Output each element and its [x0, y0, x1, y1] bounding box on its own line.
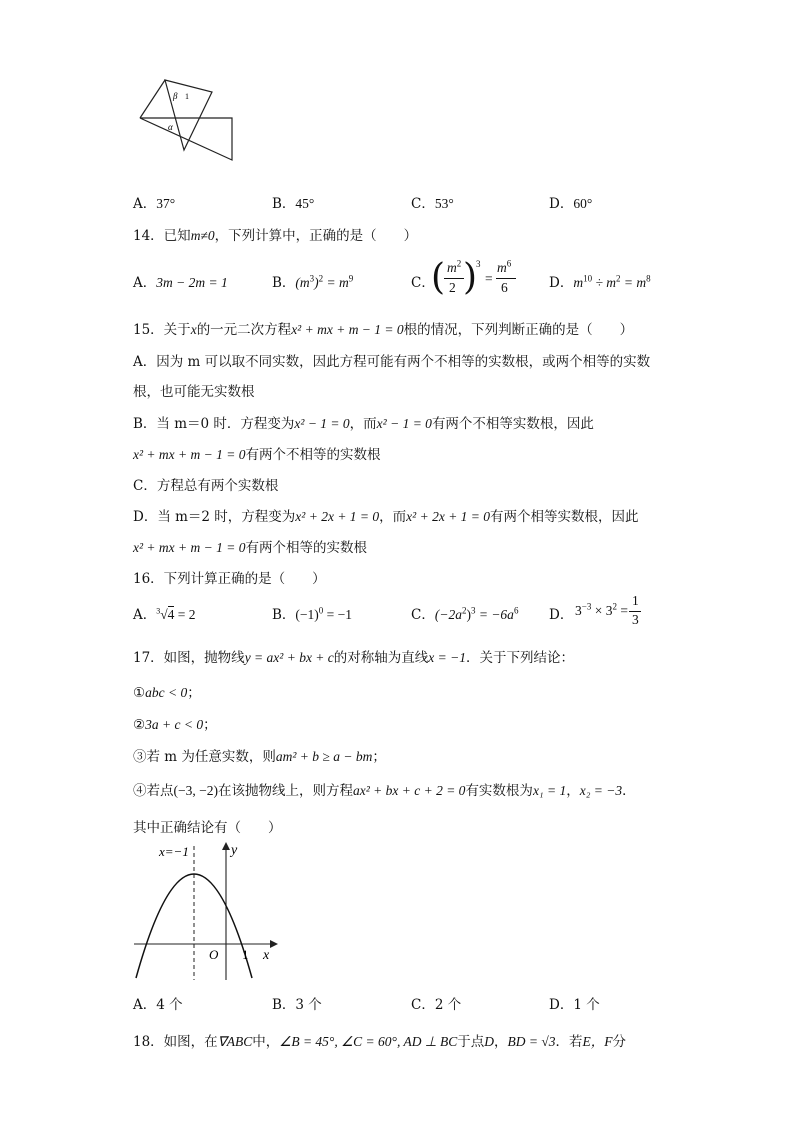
q14-c-rnum-base: m: [497, 260, 507, 275]
q14-c-rparen: ): [463, 257, 478, 298]
q16-a-radical: √: [160, 607, 168, 622]
q17-c1-expr: abc < 0: [145, 685, 188, 700]
q14-d-letter: D．: [549, 275, 574, 291]
q17-c4-end: ．: [622, 783, 636, 799]
q16-d-expr: 3: [575, 603, 582, 618]
q15-eq: x² + mx + m − 1 = 0: [291, 322, 404, 337]
q14-d-a: m: [573, 275, 584, 290]
q14-tail: ，下列计算中，正确的是（ ）: [214, 228, 418, 244]
q14-a-expr: 3m − 2m = 1: [156, 275, 228, 290]
q13-figure: [132, 70, 242, 165]
q18-tri: ∇ABC: [217, 1034, 253, 1049]
q17-c2-mark: ②: [133, 717, 146, 733]
q16-option-c[interactable]: [411, 603, 518, 623]
q17-conclusion-3: [133, 745, 386, 765]
q14-c-lparen: (: [431, 257, 446, 298]
q14-d-e3: 8: [646, 273, 651, 284]
q13-label-beta: β: [173, 91, 178, 101]
q15-b1-eq2: x² − 1 = 0: [376, 416, 432, 431]
q16-b-exp: 0: [318, 605, 324, 616]
q14-c-eq: =: [485, 271, 493, 286]
q14-option-a[interactable]: [133, 271, 228, 291]
q18-pre: 18．如图，在: [133, 1034, 218, 1050]
q15-d2-post: 有两个相等的实数根: [245, 540, 367, 556]
q17-option-a-letter: A．: [133, 997, 157, 1013]
q13-option-d-text: 60°: [573, 196, 593, 211]
q18-post: ．若: [555, 1034, 583, 1050]
q17-c4-mid2: 有实数根为: [465, 783, 533, 799]
q16-option-b[interactable]: [272, 603, 352, 623]
q17-stem-axis: x = −1: [428, 650, 467, 665]
q18-stem: [133, 1030, 626, 1050]
q14-num: 14．已知: [133, 228, 191, 244]
q18-bd: BD = √3: [507, 1034, 556, 1049]
q14-c-num-exp: 2: [456, 258, 462, 269]
q15-option-c[interactable]: C．方程总有两个实数根: [133, 478, 279, 494]
q13-option-b-letter: B．: [272, 196, 296, 212]
q14-c-rden: 6: [501, 280, 508, 295]
q17-c4-sep: ，: [566, 783, 580, 799]
q13-option-d[interactable]: [549, 192, 592, 212]
q14-c-num-base: m: [447, 260, 457, 275]
q16-a-rad: 4: [167, 607, 175, 622]
q16-d-body: [575, 603, 628, 619]
q17-option-b[interactable]: [272, 993, 322, 1013]
q14-d-e2: 2: [616, 273, 621, 284]
q13-option-c[interactable]: [411, 192, 454, 212]
q15-d2-eq: x² + mx + m − 1 = 0: [133, 540, 246, 555]
q15-option-b-line1[interactable]: [133, 412, 594, 432]
q13-triangle-large: [140, 118, 232, 160]
q17-option-b-letter: B．: [272, 997, 296, 1013]
q16-c-exp2: 3: [470, 605, 476, 616]
q17-c4-mid: 在该抛物线上，则方程: [217, 783, 353, 799]
q15-stem: [133, 318, 633, 338]
q14-d-rhs: = m: [620, 275, 647, 290]
q17-label-axis: x=−1: [159, 844, 189, 859]
q17-which: 其中正确结论有（ ）: [133, 820, 282, 836]
q15-line1-post: 根的情况，下列判断正确的是（ ）: [403, 322, 634, 338]
q14-d-op: ÷ m: [592, 275, 616, 290]
q14-stem: [133, 224, 417, 244]
q17-label-y: y: [231, 843, 238, 858]
q14-b-rhs: = m: [323, 275, 349, 290]
q16-d-eq: =: [616, 603, 628, 618]
q17-c2-expr: 3a + c < 0: [145, 717, 204, 732]
q17-stem-mid: 的对称轴为直线: [333, 650, 429, 666]
q17-option-d-letter: D．: [549, 997, 574, 1013]
q15-option-a-line1[interactable]: A．因为 m 可以取不同实数，因此方程可能有两个不相等的实数根，或两个相等的实数: [133, 354, 651, 370]
q15-option-a-line2: 根，也可能无实数根: [133, 384, 255, 400]
q14-b-exp1: 3: [309, 273, 315, 284]
q13-option-b-text: 45°: [295, 196, 315, 211]
q18-mid: 中，: [252, 1034, 280, 1050]
q17-option-d[interactable]: [549, 993, 600, 1013]
q13-label-one: 1: [185, 92, 189, 101]
q16-c-exp3: 6: [513, 605, 519, 616]
q16-c-letter: C．: [411, 607, 435, 623]
q18-d: D: [484, 1034, 494, 1049]
q13-option-c-letter: C．: [411, 196, 435, 212]
q17-c4-eq: ax² + bx + c + 2 = 0: [352, 783, 466, 798]
q15-d1-post: 有两个相等实数根，因此: [490, 509, 639, 525]
q13-option-c-text: 53°: [434, 196, 454, 211]
q17-c2-end: ；: [203, 717, 217, 733]
q14-b-mid: ): [314, 275, 319, 290]
q15-option-b-line2: [133, 443, 380, 463]
q13-triangle-edge: [140, 80, 165, 118]
q18-comma: ，: [493, 1034, 508, 1050]
q17-stem-post: ．关于下列结论：: [466, 650, 575, 666]
q15-b1-pre: B．当 m＝0 时．方程变为: [133, 416, 295, 432]
q16-a-idx: 3: [156, 606, 161, 616]
q13-option-a-letter: A．: [133, 196, 157, 212]
q16-c-close: ): [466, 607, 471, 622]
q16-b-expr: (−1): [295, 607, 319, 622]
q16-d-num: 1: [632, 593, 639, 608]
q15-b1-post: 有两个不相等实数根，因此: [431, 416, 594, 432]
q17-conclusion-2: [133, 713, 217, 733]
q17-conclusion-4: [133, 779, 636, 799]
q16-a-letter: A．: [133, 607, 157, 623]
q18-end: 分: [612, 1034, 626, 1050]
q17-label-o: O: [209, 947, 219, 962]
q17-c4-r1: x₁ = 1: [532, 783, 567, 798]
q17-c4-pre: ④若点: [133, 783, 174, 799]
q17-option-c-letter: C．: [411, 997, 435, 1013]
q15-b2-post: 有两个不相等的实数根: [245, 447, 381, 463]
q17-c4-r2: x₂ = −3: [579, 783, 623, 798]
q16-stem: 16．下列计算正确的是（ ）: [133, 571, 326, 587]
q17-option-d-text: 1 个: [573, 997, 600, 1013]
q17-label-one: 1: [242, 947, 249, 962]
q15-b2-eq: x² + mx + m − 1 = 0: [133, 447, 246, 462]
q16-d-exp1: −3: [581, 601, 592, 612]
q16-b-rhs: = −1: [323, 607, 353, 622]
q16-c-exp1: 2: [461, 605, 467, 616]
q15-line1-pre: 15．关于: [133, 322, 191, 338]
q17-stem-eq: y = ax² + bx + c: [244, 650, 334, 665]
q17-c4-pt: (−3, −2): [173, 783, 218, 798]
q15-line1-mid: 的一元二次方程: [196, 322, 292, 338]
q17-option-a-text: 4 个: [156, 997, 183, 1013]
q16-d-mul: × 3: [591, 603, 613, 618]
q14-c-den: 2: [449, 280, 456, 295]
q14-c-letter: C．: [411, 275, 435, 291]
q16-b-letter: B．: [272, 607, 296, 623]
q17-graph: [130, 838, 280, 983]
q16-c-expr: (−2a: [434, 607, 462, 622]
q14-b-base: (m: [295, 275, 310, 290]
q15-d1-pre: D．当 m＝2 时，方程变为: [133, 509, 296, 525]
q17-stem-pre: 17．如图，抛物线: [133, 650, 245, 666]
q14-c-rnum: [497, 260, 511, 276]
q16-d-exp2: 2: [612, 601, 617, 612]
q17-c1-mark: ①: [133, 685, 146, 701]
q17-option-c[interactable]: [411, 993, 461, 1013]
q13-option-b[interactable]: [272, 192, 314, 212]
q15-option-d-line2: [133, 536, 367, 556]
q14-c-bar: [444, 278, 464, 279]
q14-cond: m≠0: [190, 228, 215, 243]
q15-d1-eq2: x² + 2x + 1 = 0: [406, 509, 491, 524]
q18-foot: 于点: [457, 1034, 485, 1050]
q17-c3-end: ；: [372, 749, 386, 765]
q18-angles: ∠B = 45°, ∠C = 60°, AD ⊥ BC: [279, 1034, 458, 1049]
q15-d1-eq1: x² + 2x + 1 = 0: [295, 509, 380, 524]
q15-b1-mid: ，而: [349, 416, 377, 432]
q15-x: x: [190, 322, 197, 337]
q17-c3-expr: am² + b ≥ a − bm: [275, 749, 373, 764]
q17-option-c-text: 2 个: [434, 997, 462, 1013]
q15-d1-mid: ，而: [379, 509, 407, 525]
q16-c-rhs: = −6a: [475, 607, 514, 622]
q17-option-a[interactable]: [133, 993, 183, 1013]
q13-option-d-letter: D．: [549, 196, 574, 212]
q14-b-letter: B．: [272, 275, 296, 291]
q16-d-letter: D．: [549, 607, 574, 623]
q14-c-rnum-exp: 6: [506, 258, 512, 269]
q14-b-exp2: 2: [318, 273, 324, 284]
q17-c3-pre: ③若 m 为任意实数，则: [133, 749, 276, 765]
q16-a-rhs: = 2: [174, 607, 196, 622]
q18-ef: E，F: [582, 1034, 613, 1049]
q14-b-exp3: 9: [348, 273, 354, 284]
q17-x-arrow: [270, 940, 278, 948]
q15-b1-eq1: x² − 1 = 0: [294, 416, 350, 431]
q14-a-letter: A．: [133, 275, 157, 291]
q17-conclusion-1: [133, 681, 201, 701]
q14-option-d[interactable]: [549, 271, 651, 291]
q13-option-a[interactable]: [133, 192, 175, 212]
q16-option-a[interactable]: [133, 603, 196, 623]
q17-option-b-text: 3 个: [295, 997, 322, 1013]
q17-c1-end: ；: [187, 685, 201, 701]
q13-option-a-text: 37°: [156, 196, 176, 211]
q15-option-d-line1[interactable]: [133, 505, 639, 525]
q16-d-den: 3: [632, 612, 639, 627]
q17-stem: [133, 646, 574, 666]
q14-c-rbar: [496, 278, 516, 279]
q14-c-num: [447, 260, 461, 276]
q14-option-b[interactable]: [272, 271, 353, 291]
q17-y-arrow: [222, 842, 230, 850]
q13-label-alpha: α: [168, 122, 173, 132]
q14-d-e1: 10: [583, 273, 593, 284]
q17-label-x: x: [263, 948, 270, 963]
